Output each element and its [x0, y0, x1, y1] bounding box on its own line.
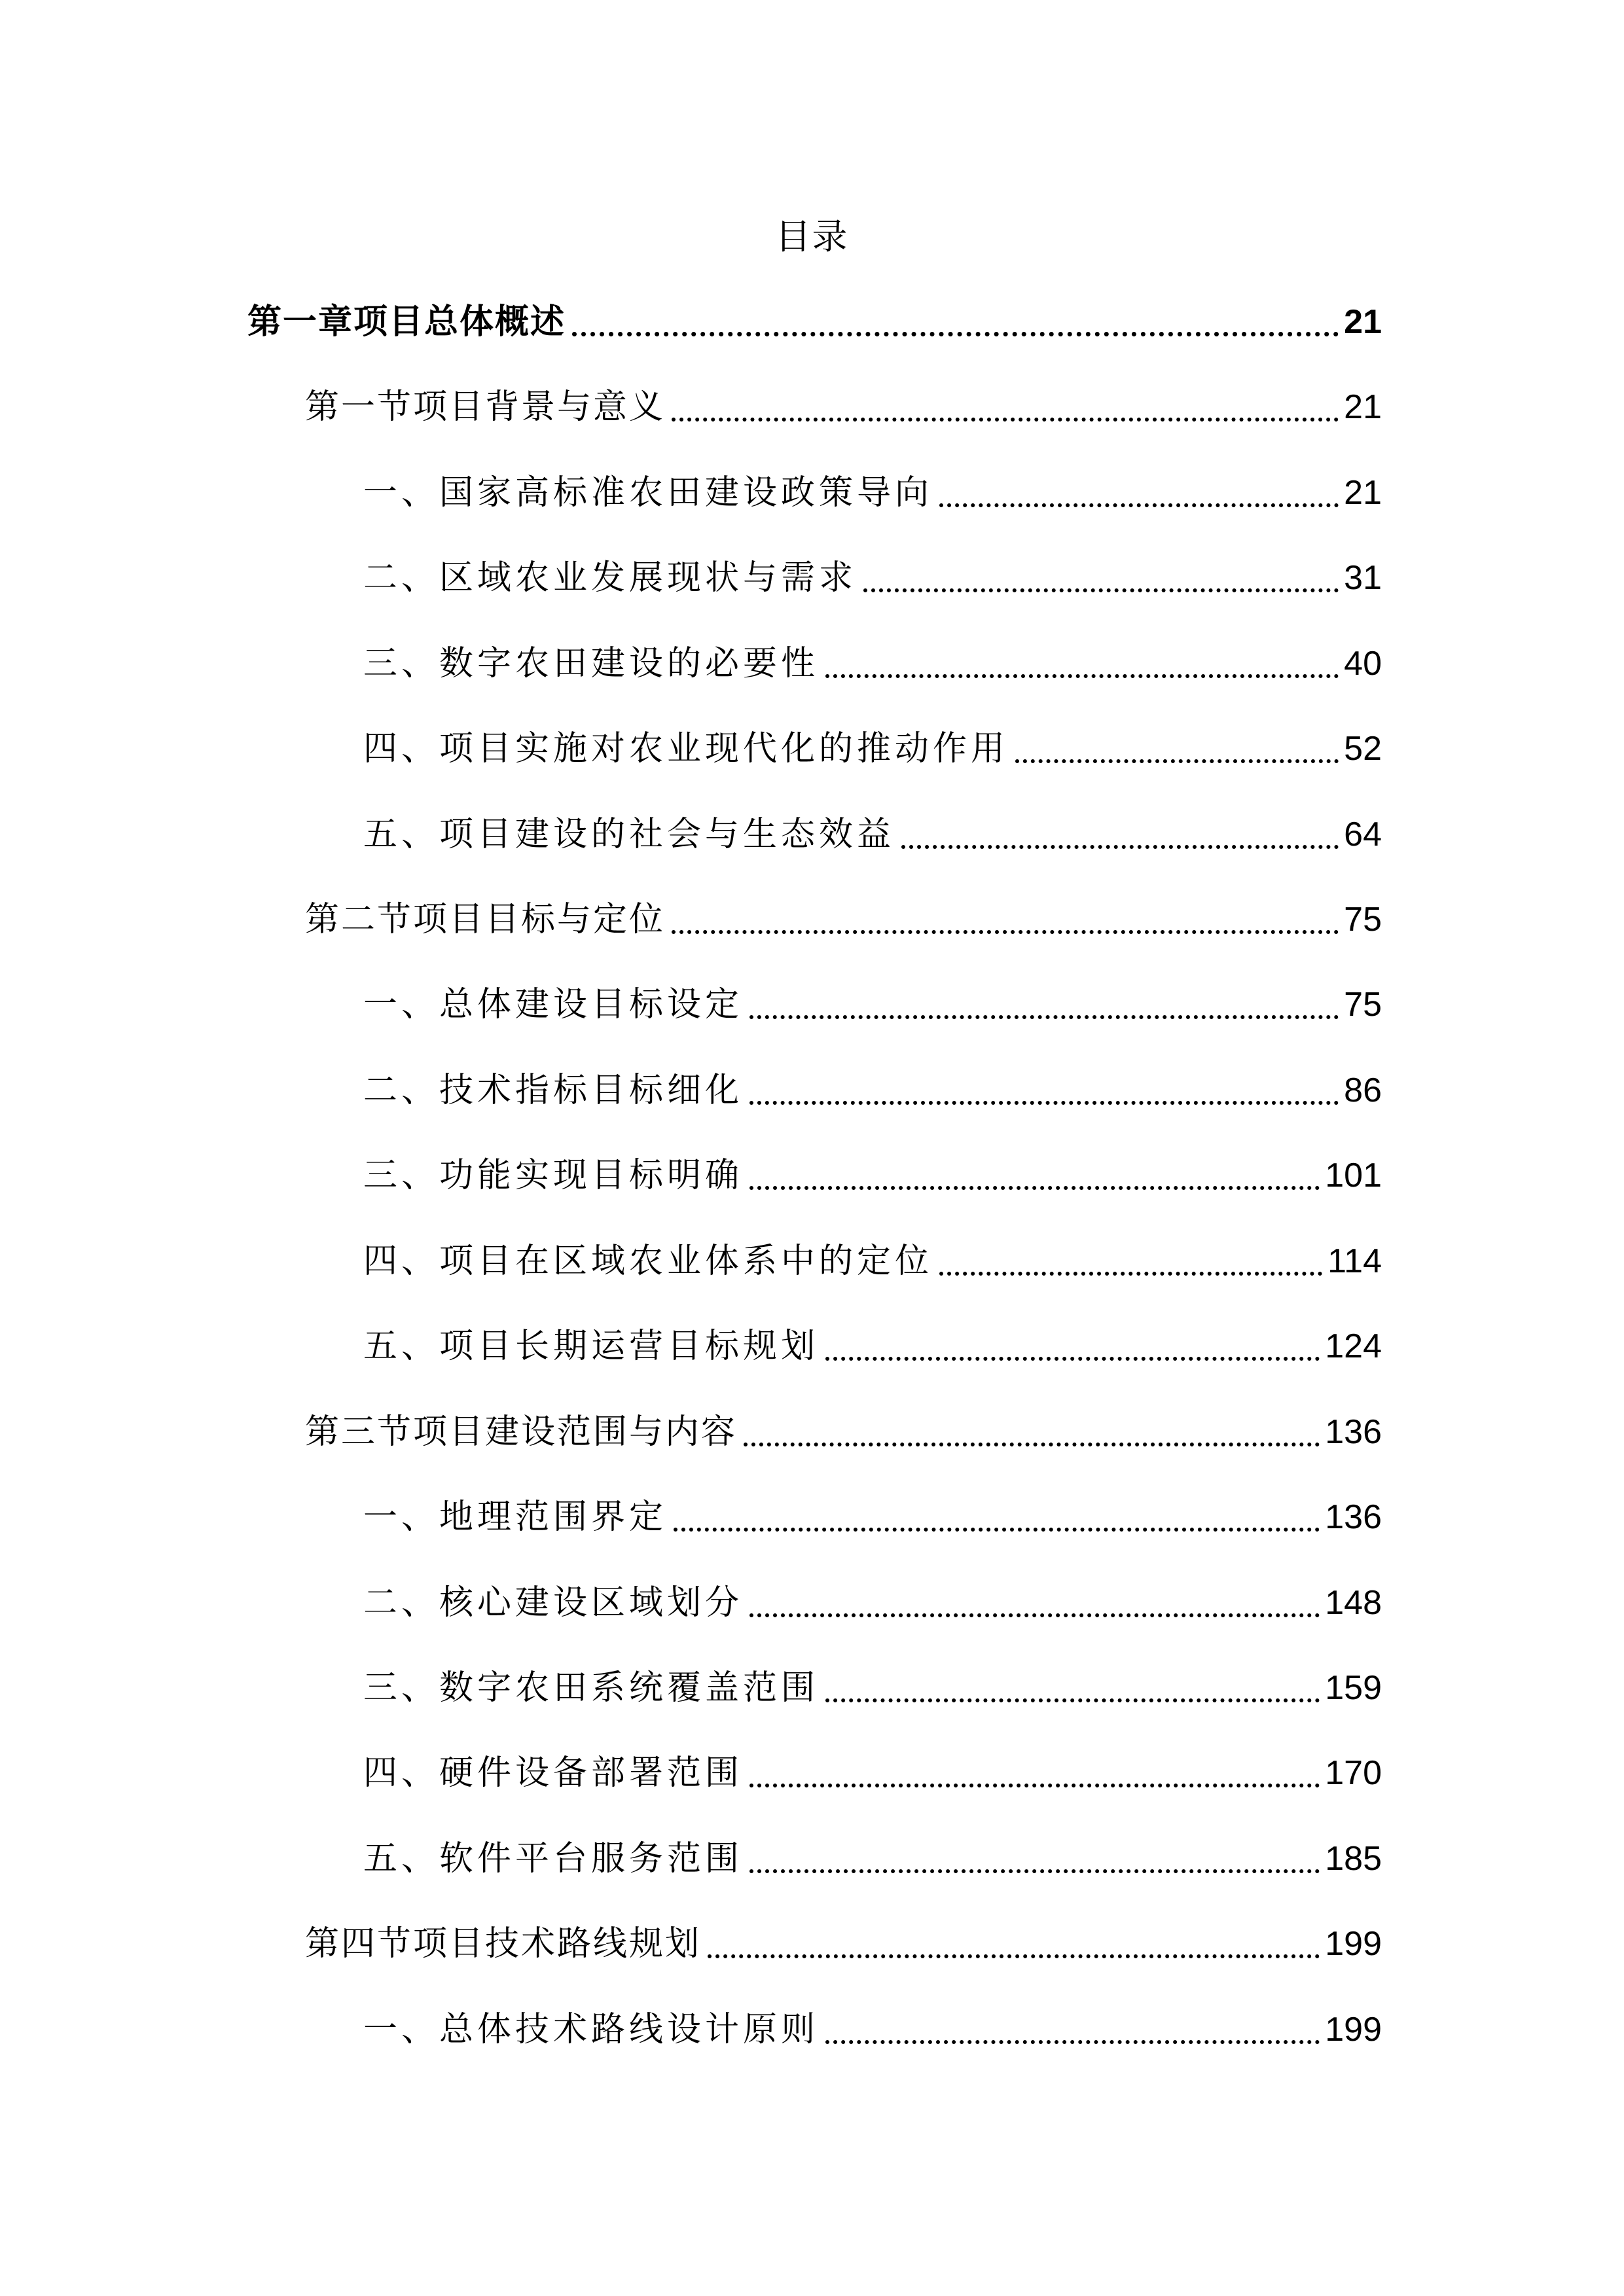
dot-leader [825, 1698, 1320, 1702]
toc-entry-label: 五、软件平台服务范围 [363, 1839, 744, 1878]
toc-entry-label: 一、总体建设目标设定 [363, 985, 744, 1024]
dot-leader [672, 930, 1339, 934]
dot-leader [1015, 759, 1339, 763]
toc-entry-page: 199 [1325, 2011, 1382, 2049]
dot-leader [749, 1186, 1320, 1190]
toc-entry-page: 52 [1344, 730, 1382, 768]
dot-leader [749, 1015, 1339, 1019]
dot-leader [572, 332, 1339, 336]
toc-entry-label: 一、总体技术路线设计原则 [363, 2010, 820, 2049]
toc-entry-item[interactable] [363, 1577, 1382, 1629]
toc-entry-label: 一、国家高标准农田建设政策导向 [363, 473, 933, 512]
toc-entry-label: 第一章项目总体概述 [247, 302, 566, 342]
toc-entry-item[interactable] [363, 1320, 1382, 1372]
toc-entry-page: 185 [1325, 1840, 1382, 1878]
toc-entry-page: 148 [1325, 1584, 1382, 1622]
dot-leader [749, 1613, 1320, 1617]
toc-entry-item[interactable] [363, 1149, 1382, 1202]
dot-leader [749, 1784, 1320, 1787]
dot-leader [825, 1357, 1320, 1361]
toc-entry-item[interactable] [363, 552, 1382, 604]
toc-entry-page: 75 [1344, 901, 1382, 939]
toc-entry-label: 四、项目实施对农业现代化的推动作用 [363, 729, 1009, 768]
toc-entry-chapter-1[interactable] [247, 296, 1382, 348]
toc-entry-item[interactable] [363, 1491, 1382, 1543]
toc-entry-page: 124 [1325, 1327, 1382, 1365]
dot-leader [901, 845, 1339, 849]
toc-entry-label: 四、硬件设备部署范围 [363, 1753, 744, 1793]
toc-entry-page: 199 [1325, 1925, 1382, 1963]
toc-entry-page: 21 [1344, 388, 1382, 426]
dot-leader [825, 674, 1339, 678]
toc-entry-item[interactable] [363, 723, 1382, 775]
dot-leader [749, 1869, 1320, 1873]
toc-entry-section-1[interactable] [305, 381, 1382, 433]
dot-leader [939, 1272, 1322, 1276]
toc-entry-section-4[interactable] [305, 1918, 1382, 1970]
toc-entry-label: 二、技术指标目标细化 [363, 1071, 744, 1110]
toc-entry-item[interactable] [363, 2003, 1382, 2056]
toc-entry-label: 三、数字农田系统覆盖范围 [363, 1668, 820, 1708]
toc-entry-page: 40 [1344, 645, 1382, 683]
toc-entry-page: 64 [1344, 816, 1382, 853]
toc-entry-label: 第二节项目目标与定位 [305, 900, 666, 939]
toc-entry-page: 86 [1344, 1071, 1382, 1109]
toc-entry-label: 第三节项目建设范围与内容 [305, 1412, 738, 1452]
toc-entry-page: 159 [1325, 1669, 1382, 1707]
toc-entry-page: 170 [1325, 1754, 1382, 1792]
toc-entry-label: 第四节项目技术路线规划 [305, 1924, 702, 1964]
toc-entry-item[interactable] [363, 467, 1382, 519]
toc-entry-item[interactable] [363, 1662, 1382, 1714]
toc-entry-label: 二、区域农业发展现状与需求 [363, 558, 857, 598]
toc-entry-label: 三、功能实现目标明确 [363, 1156, 744, 1195]
toc-entry-item[interactable] [363, 1064, 1382, 1117]
toc-entry-page: 101 [1325, 1157, 1382, 1194]
toc-entry-page: 75 [1344, 986, 1382, 1024]
toc-entry-page: 21 [1344, 474, 1382, 512]
toc-entry-page: 114 [1327, 1242, 1382, 1280]
dot-leader [749, 1101, 1339, 1105]
toc-entry-page: 31 [1344, 559, 1382, 597]
toc-entry-item[interactable] [363, 978, 1382, 1031]
toc-entry-page: 136 [1325, 1498, 1382, 1536]
toc-entry-label: 三、数字农田建设的必要性 [363, 644, 820, 683]
toc-entry-label: 一、地理范围界定 [363, 1498, 668, 1537]
toc-entry-page: 136 [1325, 1413, 1382, 1451]
toc-entry-item[interactable] [363, 637, 1382, 690]
toc-entry-page: 21 [1344, 303, 1382, 341]
toc-entry-label: 四、项目在区域农业体系中的定位 [363, 1242, 933, 1281]
toc-entry-section-2[interactable] [305, 893, 1382, 946]
dot-leader [708, 1954, 1320, 1958]
toc-entry-item[interactable] [363, 1747, 1382, 1799]
dot-leader [672, 418, 1339, 422]
dot-leader [863, 588, 1339, 592]
toc-entry-section-3[interactable] [305, 1406, 1382, 1458]
toc-entry-item[interactable] [363, 1833, 1382, 1885]
toc-title: 目录 [775, 216, 849, 257]
toc-entry-item[interactable] [363, 1235, 1382, 1287]
dot-leader [825, 2040, 1320, 2044]
dot-leader [939, 503, 1339, 507]
toc-entry-label: 第一节项目背景与意义 [305, 387, 666, 427]
toc-entry-item[interactable] [363, 808, 1382, 861]
toc-entry-label: 二、核心建设区域划分 [363, 1583, 744, 1623]
dot-leader [744, 1443, 1320, 1446]
toc-entry-label: 五、项目建设的社会与生态效益 [363, 815, 895, 854]
dot-leader [674, 1528, 1320, 1532]
toc-entry-label: 五、项目长期运营目标规划 [363, 1327, 820, 1366]
